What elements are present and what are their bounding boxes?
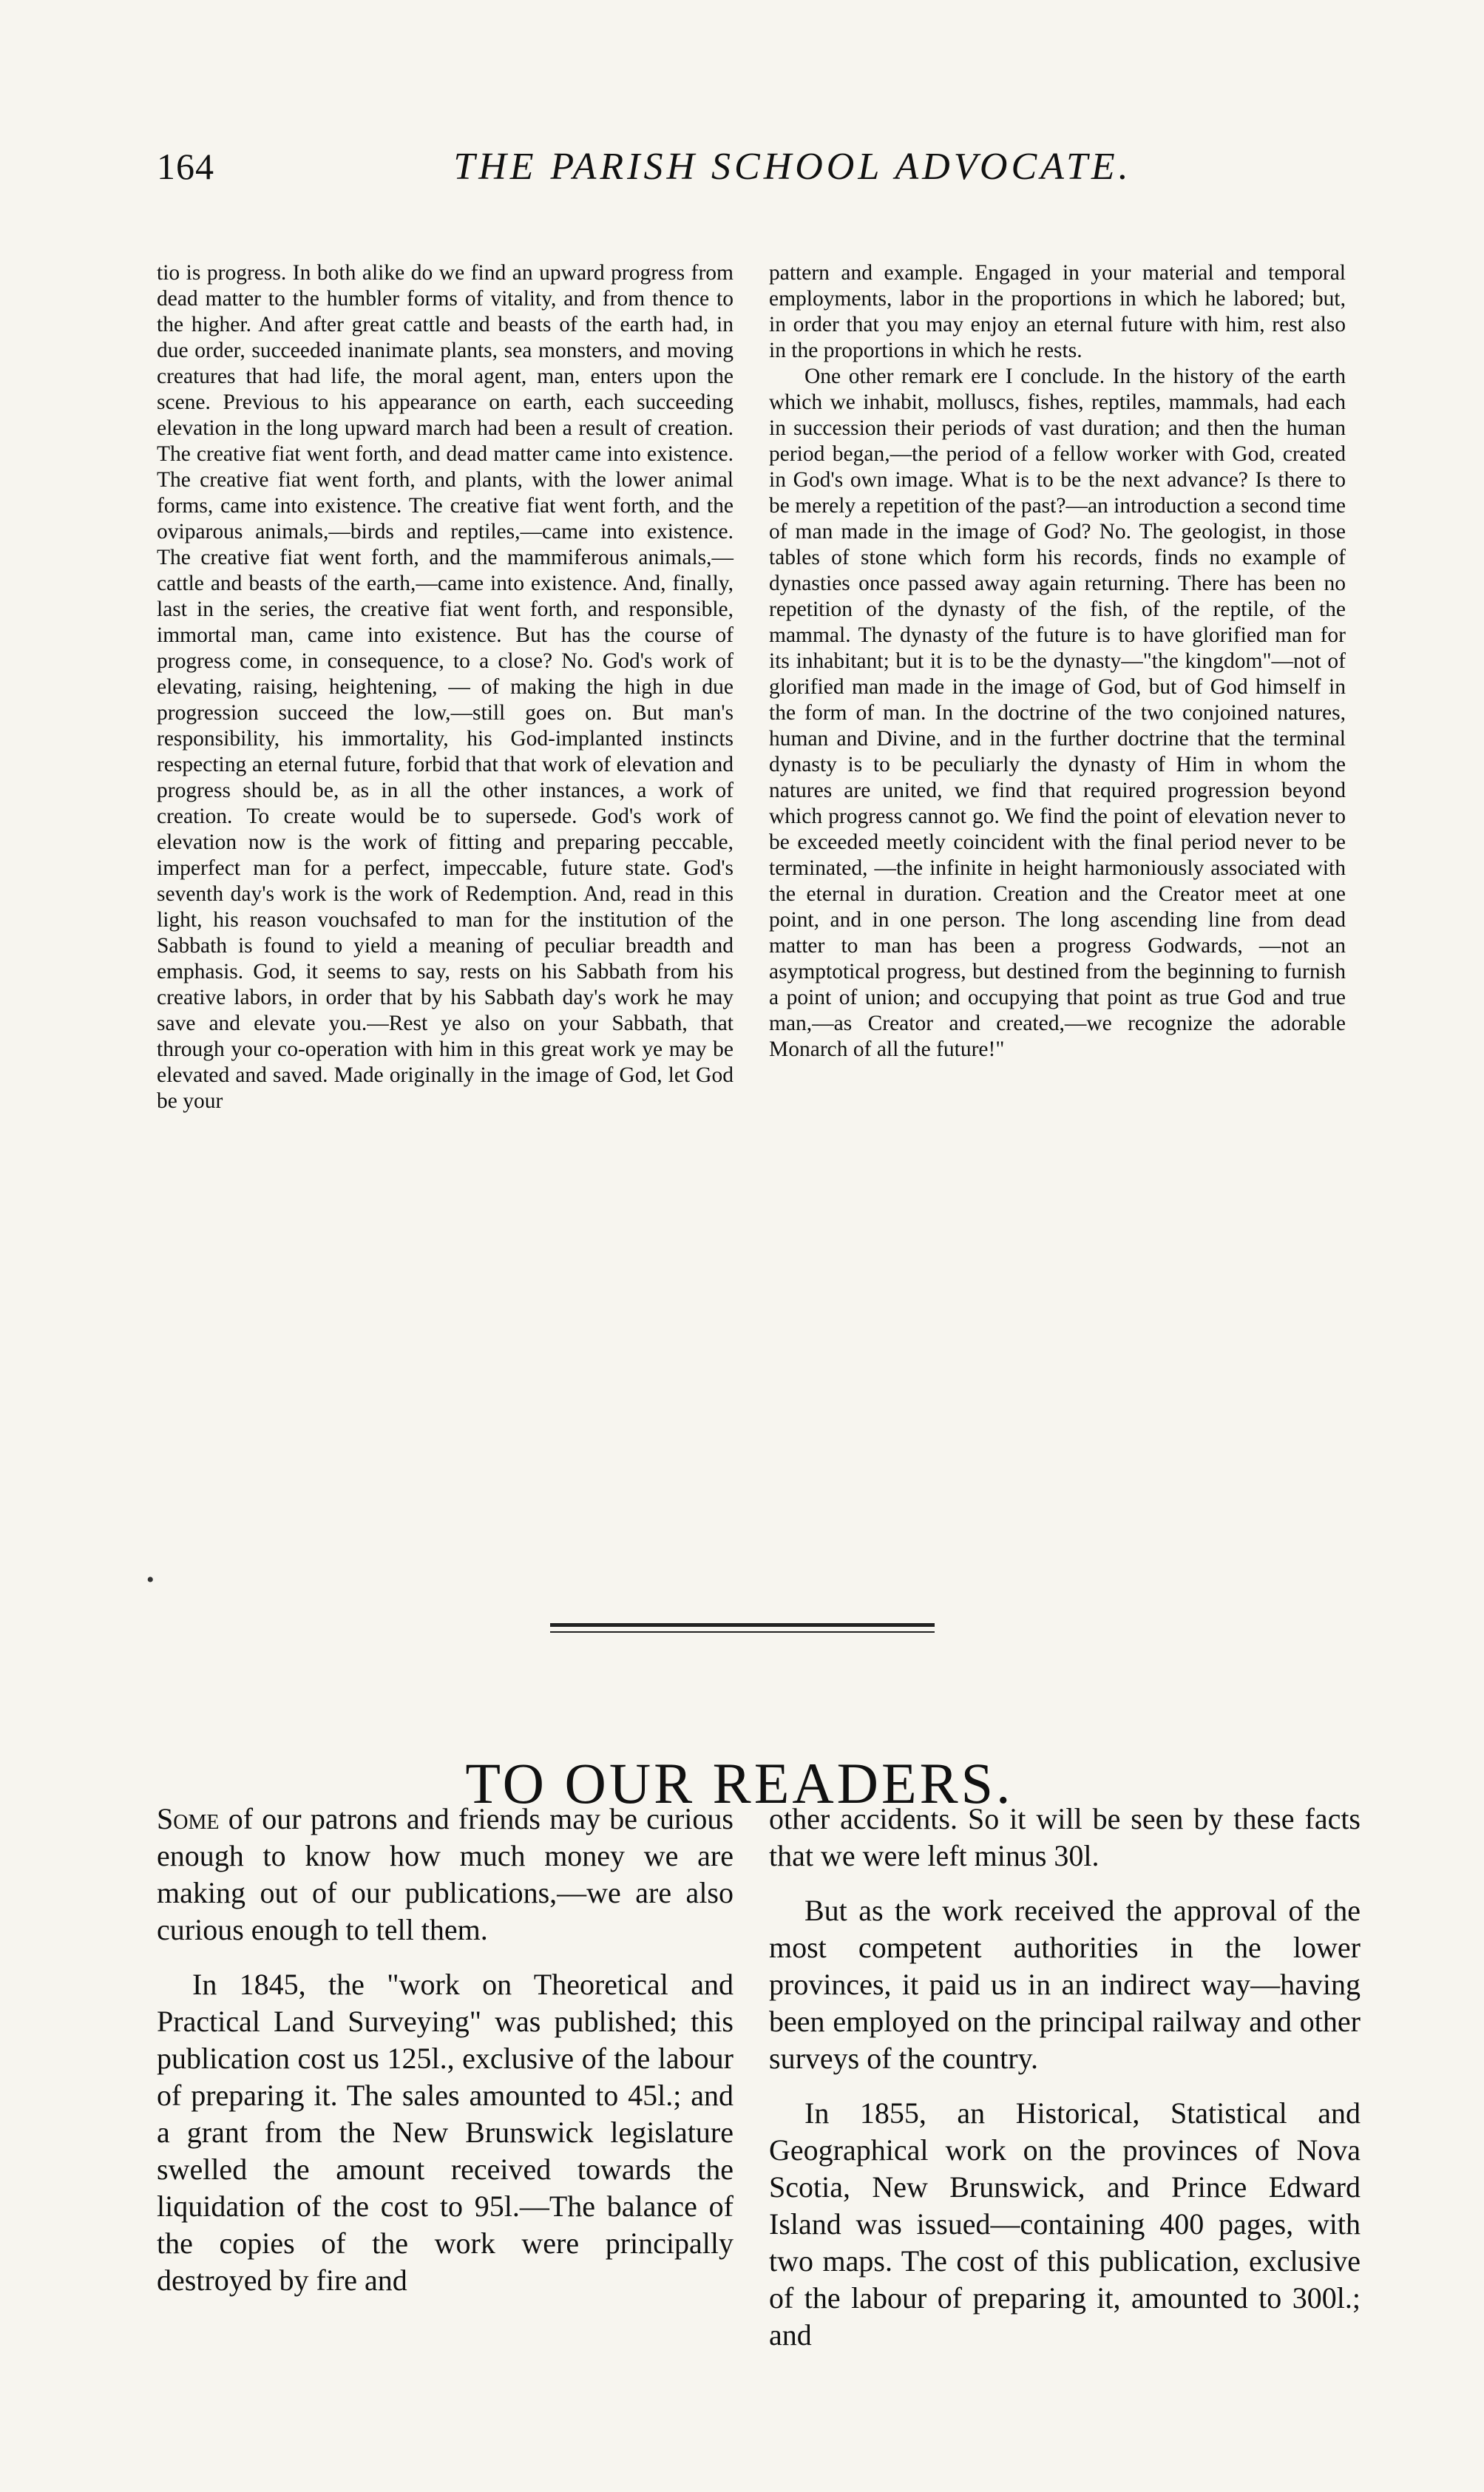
readers-paragraph: But as the work received the approval of the most competent authorities in the lower provinces, it paid us in an indirect way—having been employed on the principal railway and other surveys of the country. — [769, 1894, 1361, 2075]
journal-title: THE PARISH SCHOOL ADVOCATE. — [453, 146, 1132, 188]
article-right-column — [769, 260, 1346, 1063]
readers-paragraph: In 1855, an Historical, Statistical and Geographical work on the provinces of Nova Scotia, New Brunswick, and Prince Edward Island was issued—containing 400 pages, with two maps. The cost of this publication, exclusive of the labour of preparing it, amounted to 300l.; and — [769, 2096, 1361, 2352]
article-left-column — [157, 260, 733, 1114]
section-divider — [550, 1623, 935, 1633]
paragraph-text: of our patrons and friends may be curious enough to know how much money we are making out of our publications,—we are also curious enough to tell them. — [157, 1802, 733, 1946]
readers-right-column — [769, 1801, 1361, 2354]
divider-thick-rule — [550, 1623, 935, 1627]
readers-left-column — [157, 1801, 733, 2299]
margin-mark: • — [146, 1568, 155, 1592]
readers-paragraph: other accidents. So it will be seen by these facts that we were left minus 30l. — [769, 1802, 1361, 1872]
page-number: 164 — [157, 146, 214, 187]
readers-paragraph — [157, 1801, 733, 1948]
opening-word: Some — [157, 1802, 220, 1835]
article-paragraph: pattern and example. Engaged in your material and temporal employments, labor in the proportions in which he labored; but, in order that you may enjoy an eternal future with him, rest also in the proportions in which he rests. — [769, 261, 1346, 362]
article-paragraph: One other remark ere I conclude. In the history of the earth which we inhabit, molluscs, fishes, reptiles, mammals, had each in succession their periods of vast duration; and then the human period began,—the period of a fellow worker with God, created in God's own image. What is to be the next advance? Is there to be merely a repetition of the past?—an introduction a second time of man made in the image of God? No. The geologist, in those tables of stone which form his records, finds no example of dynasties once passed away again returning. There has been no repetition of the dynasty of the fish, of the reptile, of the mammal. The dynasty of the future is to have glorified man for its inhabitant; but it is to be the dynasty—"the kingdom"—not of glorified man made in the image of God, but of God himself in the form of man. In the doctrine of the two conjoined natures, human and Divine, and in the further doctrine that the terminal dynasty is to be peculiarly the dynasty of Him in whom the natures are united, we find that required progression beyond which progress cannot go. We find the point of elevation never to be exceeded meetly coincident with the final period never to be terminated, —the infinite in height harmoniously associated with the eternal in duration. Creation and the Creator meet at one point, and in one person. The long ascending line from dead matter to man has been a progress Godwards, —not an asymptotical progress, but destined from the beginning to furnish a point of union; and occupying that point as true God and true man,—as Creator and created,—we recognize the adorable Monarch of all the future!" — [769, 365, 1346, 1061]
divider-thin-rule — [550, 1631, 935, 1633]
running-head — [157, 145, 1369, 197]
readers-paragraph: In 1845, the "work on Theoretical and Practical Land Surveying" was published; this publication cost us 125l., exclusive of the labour of preparing it. The sales amounted to 45l.; and a grant from the New Brunswick legislature swelled the amount received towards the liquidation of the cost to 95l.—The balance of the copies of the work were principally destroyed by fire and — [157, 1968, 733, 2297]
article-paragraph: tio is progress. In both alike do we find an upward progress from dead matter to the humbler forms of vitality, and from thence to the higher. And after great cattle and beasts of the earth had, in due order, succeeded inanimate plants, sea monsters, and moving creatures that had life, the moral agent, man, enters upon the scene. Previous to his appearance on earth, each succeeding elevation in the long upward march had been a result of creation. The creative fiat went forth, and dead matter came into existence. The creative fiat went forth, and plants, with the lower animal forms, came into existence. The creative fiat went forth, and the oviparous animals,—birds and reptiles,—came into existence. The creative fiat went forth, and the mammiferous animals,—cattle and beasts of the earth,—came into existence. And, finally, last in the series, the creative fiat went forth, and responsible, immortal man, came into existence. But has the course of progress come, in consequence, to a close? No. God's work of elevating, raising, heightening, — of making the high in due progression succeed the low,—still goes on. But man's responsibility, his immortality, his God-implanted instincts respecting an eternal future, forbid that that work of elevation and progress should be, as in all the other instances, a work of creation. To create would be to supersede. God's work of elevation now is the work of fitting and preparing peccable, imperfect man for a perfect, impeccable, future state. God's seventh day's work is the work of Redemption. And, read in this light, his reason vouchsafed to man for the institution of the Sabbath is found to yield a meaning of peculiar breadth and emphasis. God, it seems to say, rests on his Sabbath from his creative labors, in order that by his Sabbath day's work he may save and elevate you.—Rest ye also on your Sabbath, that through your co-operation with him in this great work ye may be elevated and saved. Made originally in the image of God, let God be your — [157, 261, 733, 1113]
section-title: TO OUR READERS. — [465, 1751, 1014, 1816]
